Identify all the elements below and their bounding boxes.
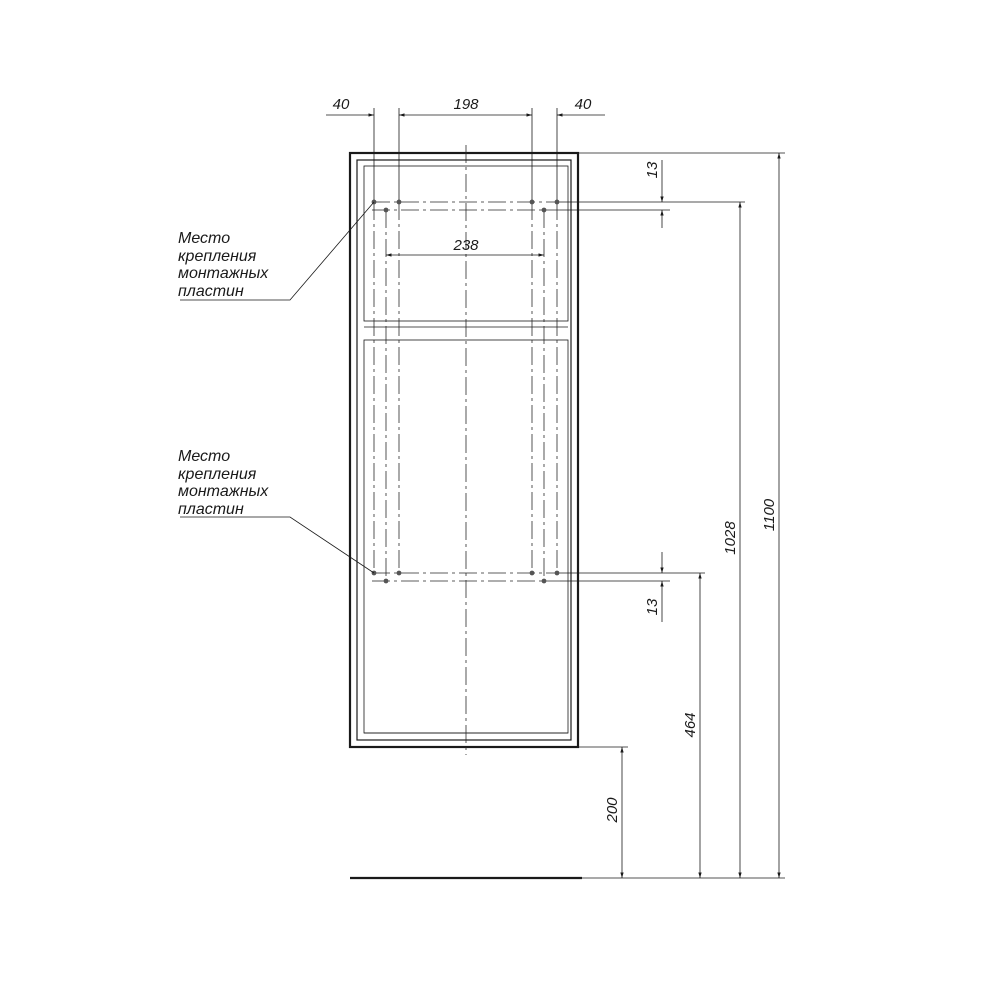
dim-top-gap: 13 <box>644 161 661 179</box>
mount-note-top-line3: монтажных <box>178 265 269 282</box>
mount-note-top <box>178 230 269 300</box>
mount-note-bottom-line4: пластин <box>178 501 244 518</box>
dim-hole-spacing-top: 198 <box>453 96 479 113</box>
mount-note-top-line2: крепления <box>178 248 257 265</box>
mount-note-bottom-line3: монтажных <box>178 483 269 500</box>
mount-note-top-line1: Место <box>178 230 231 247</box>
dim-height-464: 464 <box>682 712 699 738</box>
right-extension-lines <box>560 153 785 878</box>
dim-height-200: 200 <box>604 797 621 823</box>
dim-left-offset: 40 <box>332 96 350 113</box>
mount-note-bottom <box>178 448 269 518</box>
dim-plate-spacing: 238 <box>453 237 479 254</box>
dim-height-1100: 1100 <box>761 498 778 532</box>
mount-note-bottom-line2: крепления <box>178 466 257 483</box>
mount-note-top-line4: пластин <box>178 283 244 300</box>
dim-height-1028: 1028 <box>722 521 739 555</box>
mounting-points <box>372 200 560 584</box>
dim-bottom-gap: 13 <box>644 598 661 616</box>
mount-note-bottom-line1: Место <box>178 448 231 465</box>
dim-right-offset: 40 <box>574 96 592 113</box>
